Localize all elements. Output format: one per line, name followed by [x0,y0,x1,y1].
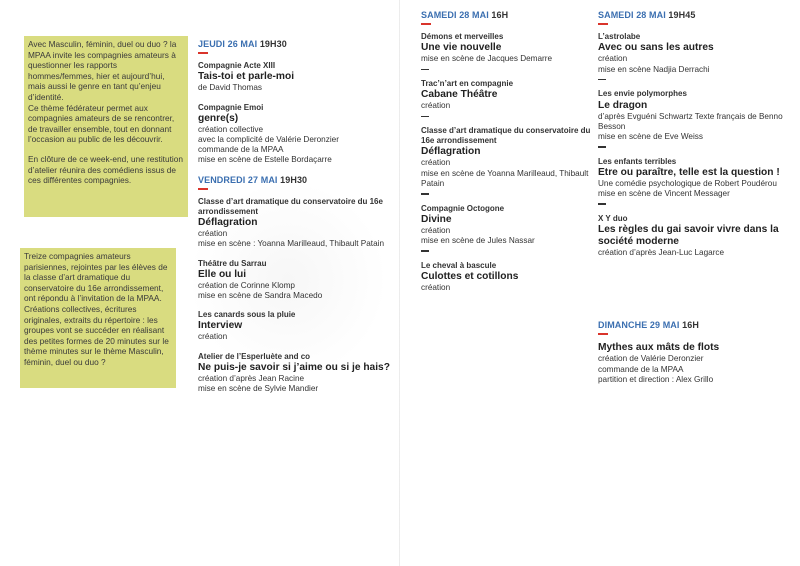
credit-line: avec la complicité de Valérie Deronzier [198,135,339,145]
credit-line: mise en scène Nadjia Derrachi [598,64,710,74]
program-entry [198,103,393,166]
show-title: Déflagration [421,146,481,158]
credit-line: mise en scène de Estelle Bordaçarre [198,155,332,165]
troupe-name: Les envie polymorphes [598,89,687,99]
troupe-name: Les canards sous la pluie [198,310,296,320]
intro-box [24,36,188,217]
day-heading-jeudi [198,39,393,49]
show-title: Culottes et cotillons [421,270,519,282]
troupe-name: Atelier de l’Esperluète and co [198,351,311,361]
troupe-name: Compagnie Octogone [421,203,505,213]
entry-separator [598,146,606,148]
show-title: Interview [198,320,243,332]
program-column-saturday-evening-sunday [598,10,788,385]
troupe-name: Trac’n’art en compagnie [421,79,514,89]
credit-line: commande de la MPAA [198,145,284,155]
credit-line: création d’après Jean-Luc Lagarce [598,247,725,257]
program-entry [198,61,393,93]
troupe-name: X Y duo [598,213,628,223]
program-entry [198,197,393,250]
troupe-name: Compagnie Emoi [198,102,264,112]
entry-separator [421,250,429,252]
program-entry [421,79,591,111]
credit-line: création d’après Jean Racine [198,373,305,383]
troupe-name: Classe d’art dramatique du conservatoire du 16e arrondissement [198,196,383,217]
credit-line: création [421,158,451,168]
companies-paragraph: Treize compagnies amateurs parisiennes, rejointes par les élèves de la classe d’art dramatique du conservatoire du 16e arrondissement, ont répondu à l’invitation de la MPAA. Créations collectives, écritures originales, extraits du répertoire : les groupes vont se succéder en réalisant des petites formes de 20 minutes sur le thème minutes sur le thème Masculin, féminin, duel ou duo ? [24,251,169,367]
show-title: Tais-toi et parle-moi [198,71,295,83]
program-entry [598,214,788,258]
show-title: Déflagration [198,217,258,229]
spacer [598,258,788,320]
program-entry [421,126,591,189]
program-entry [421,204,591,247]
program-entry [421,32,591,64]
intro-paragraph-1: Avec Masculin, féminin, duel ou duo ? la MPAA invite les compagnies amateurs à questionner les rapports hommes/femmes, hier et aujourd’hui, mais aussi le genre en tant qu’enjeu d’identité. Ce thème fédérateur permet aux compagnies amateurs de se rencontrer, de travailler ensemble, tout en donnant l’occasion au public de les découvrir. [28,39,177,145]
day-time: 16H [682,320,699,331]
credit-line: commande de la MPAA [598,364,684,374]
credit-line: création collective [198,124,264,134]
credit-line: mise en scène de Vincent Messager [598,189,730,199]
credit-line: partition et direction : Alex Grillo [598,374,714,384]
day-label: DIMANCHE 29 MAI [598,320,680,331]
credit-line: création [421,225,451,235]
red-dash [421,23,431,25]
day-label: JEUDI 26 MAI [198,39,258,49]
program-entry [421,261,591,293]
show-title: Divine [421,213,452,225]
entry-separator [598,203,606,205]
program-entry [598,157,788,200]
day-heading-vendredi [198,175,393,185]
show-title: Etre ou paraître, telle est la question ! [598,166,780,178]
day-heading-samedi-16h [421,10,591,20]
credit-line: mise en scène de Jacques Demarre [421,54,553,64]
day-time: 19H30 [259,39,287,49]
credit-line: création de Corinne Klomp [198,280,295,290]
credit-line: mise en scène de Jules Nassar [421,235,535,245]
credit-line: création de Valérie Deronzier [598,354,704,364]
credit-line: création [598,54,628,64]
program-entry [198,310,393,342]
troupe-name: Théâtre du Sarrau [198,258,267,268]
credit-line: création [421,101,451,111]
day-label: SAMEDI 28 MAI [598,10,666,20]
show-title: Les règles du gai savoir vivre dans la société moderne [598,223,779,247]
troupe-name: Démons et merveilles [421,32,504,42]
troupe-name: Compagnie Acte XIII [198,61,276,71]
day-label: SAMEDI 28 MAI [421,10,489,20]
credit-line: mise en scène de Sylvie Mandier [198,384,319,394]
entry-separator [421,116,429,118]
entry-separator [421,69,429,71]
troupe-name: Le cheval à bascule [421,260,497,270]
troupe-name: L’astrolabe [598,32,641,42]
credit-line: mise en scène de Yoanna Marilleaud, Thibault Patain [421,168,589,188]
credit-line: création [198,332,228,342]
day-time: 19H30 [280,174,308,185]
program-entry [598,89,788,142]
day-label: VENDREDI 27 MAI [198,174,278,185]
credit-line: de David Thomas [198,83,263,93]
show-title: genre(s) [198,112,239,124]
credit-line: création [421,282,451,292]
program-entry [198,352,393,395]
red-dash [598,333,608,335]
program-entry [598,32,788,75]
day-time: 19H45 [668,10,696,20]
credit-line: d’après Evguéni Schwartz Texte français de Benno Besson [598,111,783,131]
show-title: Avec ou sans les autres [598,42,714,54]
credit-line: mise en scène : Yoanna Marilleaud, Thibault Patain [198,239,385,249]
troupe-name: Classe d’art dramatique du conservatoire du 16e arrondissement [421,126,591,146]
program-column-thursday-friday [198,39,393,403]
intro-paragraph-2: En clôture de ce week-end, une restitution d’atelier réunira des comédiens issus de ces différentes compagnies. [28,153,183,186]
credit-line: mise en scène de Sandra Macedo [198,291,323,301]
show-title: Elle ou lui [198,268,247,280]
show-title: Le dragon [598,99,648,111]
show-title: Ne puis-je savoir si j’aime ou si je hais? [198,361,390,373]
show-title: Cabane Théâtre [421,89,498,101]
credit-line: création [198,229,228,239]
troupe-name: Les enfants terribles [598,156,677,166]
red-dash [598,23,608,25]
companies-box [20,248,176,388]
show-title: Mythes aux mâts de flots [598,342,720,354]
program-entry [598,342,788,385]
red-dash [198,188,208,190]
day-heading-dimanche [598,320,788,330]
show-title: Une vie nouvelle [421,42,502,54]
program-column-saturday-afternoon [421,10,591,293]
red-dash [198,52,208,54]
day-heading-samedi-19h45 [598,10,788,20]
program-entry [198,259,393,302]
entry-separator [421,193,429,195]
credit-line: Une comédie psychologique de Robert Poudérou [598,178,777,188]
day-time: 16H [491,10,509,20]
credit-line: mise en scène de Eve Weiss [598,131,703,141]
entry-separator [598,79,606,81]
